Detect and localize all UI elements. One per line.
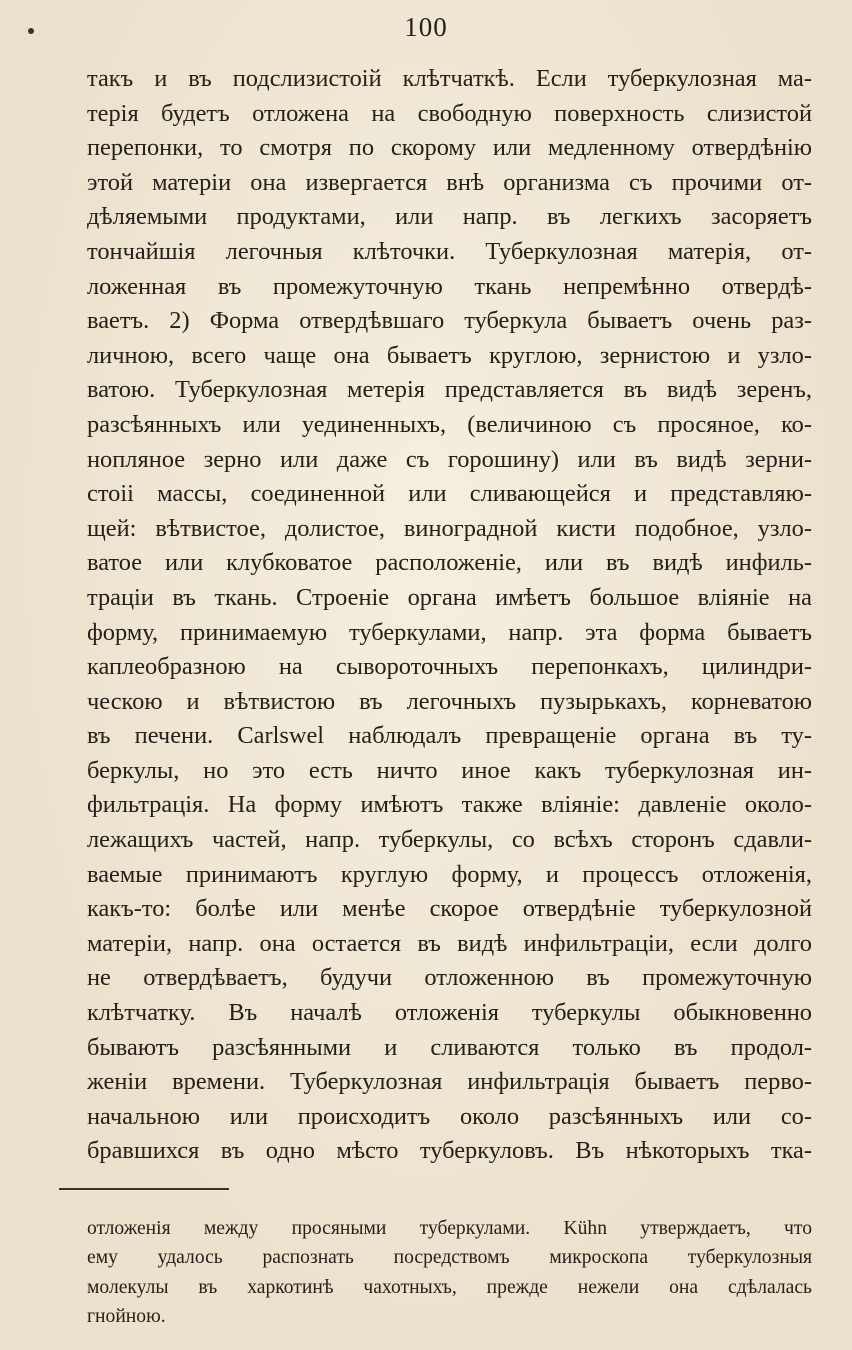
text-line: разсѣянныхъ или уединенныхъ, (величиною съ просяное, ко-: [87, 410, 812, 438]
text-line: терія будетъ отложена на свободную поверхность слизистой: [87, 99, 812, 127]
footnote-line: гнойною.: [87, 1306, 166, 1328]
text-line: бываютъ разсѣянными и сливаются только въ продол-: [87, 1033, 812, 1061]
text-line: ватое или клубковатое расположеніе, или въ видѣ инфиль-: [87, 549, 812, 577]
text-line: каплеобразною на сывороточныхъ перепонкахъ, цилиндри-: [87, 653, 812, 681]
text-line: какъ-то: болѣе или менѣе скорое отвердѣніе туберкулозной: [87, 895, 812, 923]
text-line: дѣляемыми продуктами, или напр. въ легкихъ засоряетъ: [87, 203, 812, 231]
text-line: не отвердѣваетъ, будучи отложенною въ промежуточную: [87, 964, 812, 992]
text-line: ватою. Туберкулозная метерія представляется въ видѣ зеренъ,: [87, 376, 812, 404]
text-line: лежащихъ частей, напр. туберкулы, со всѣхъ сторонъ сдавли-: [87, 826, 812, 854]
footnote-line: молекулы въ харкотинѣ чахотныхъ, прежде нежели она сдѣлалась: [87, 1276, 812, 1298]
text-line: женіи времени. Туберкулозная инфильтрація бываетъ перво-: [87, 1068, 812, 1096]
text-line: перепонки, то смотря по скорому или медленному отвердѣнію: [87, 134, 812, 162]
text-line: форму, принимаемую туберкулами, напр. эта форма бываетъ: [87, 618, 812, 646]
footnote-line: ему удалось распознать посредствомъ микроскопа туберкулозныя: [87, 1247, 812, 1269]
footnote-line: отложенія между просяными туберкулами. Kühn утверждаетъ, что: [87, 1218, 812, 1239]
text-line: щей: вѣтвистое, долистое, виноградной кисти подобное, узло-: [87, 514, 812, 542]
text-line: бравшихся въ одно мѣсто туберкуловъ. Въ нѣкоторыхъ тка-: [87, 1137, 812, 1165]
text-line: личною, всего чаще она бываетъ круглою, зернистою и узло-: [87, 341, 812, 369]
text-line: въ печени. Carlswel наблюдалъ превращеніе органа въ ту-: [87, 722, 812, 750]
page-number: 100: [404, 12, 448, 42]
text-line: траціи въ ткань. Строеніе органа имѣетъ большое вліяніе на: [87, 583, 812, 611]
text-line: этой матеріи она извергается внѣ организма съ прочими от-: [87, 168, 812, 196]
text-line: такъ и въ подслизистоій клѣтчаткѣ. Если туберкулозная ма-: [87, 65, 812, 92]
text-line: ваемые принимаютъ круглую форму, и процессъ отложенія,: [87, 860, 812, 888]
text-line: клѣтчатку. Въ началѣ отложенія туберкулы обыкновенно: [87, 999, 812, 1027]
text-line: ваетъ. 2) Форма отвердѣвшаго туберкула бываетъ очень раз-: [87, 307, 812, 335]
text-line: ческою и вѣтвистою въ легочныхъ пузырькахъ, корневатою: [87, 687, 812, 715]
main-text: [87, 62, 812, 1169]
footnote-separator: [59, 1188, 229, 1190]
text-line: нопляное зерно или даже съ горошину) или въ видѣ зерни-: [87, 445, 812, 473]
text-line: тончайшія легочныя клѣточки. Туберкулозная матерія, от-: [87, 237, 812, 265]
text-line: матеріи, напр. она остается въ видѣ инфильтраціи, если долго: [87, 929, 812, 957]
footnote: [87, 1214, 812, 1332]
text-line: ложенная въ промежуточную ткань непремѣнно отвердѣ-: [87, 272, 812, 300]
text-line: начальною или происходитъ около разсѣянныхъ или со-: [87, 1102, 812, 1130]
text-line: фильтрація. На форму имѣютъ также вліяніе: давленіе около-: [87, 791, 812, 819]
text-line: беркулы, но это есть ничто иное какъ туберкулозная ин-: [87, 756, 812, 784]
text-line: стоіі массы, соединенной или сливающейся и представляю-: [87, 480, 812, 508]
